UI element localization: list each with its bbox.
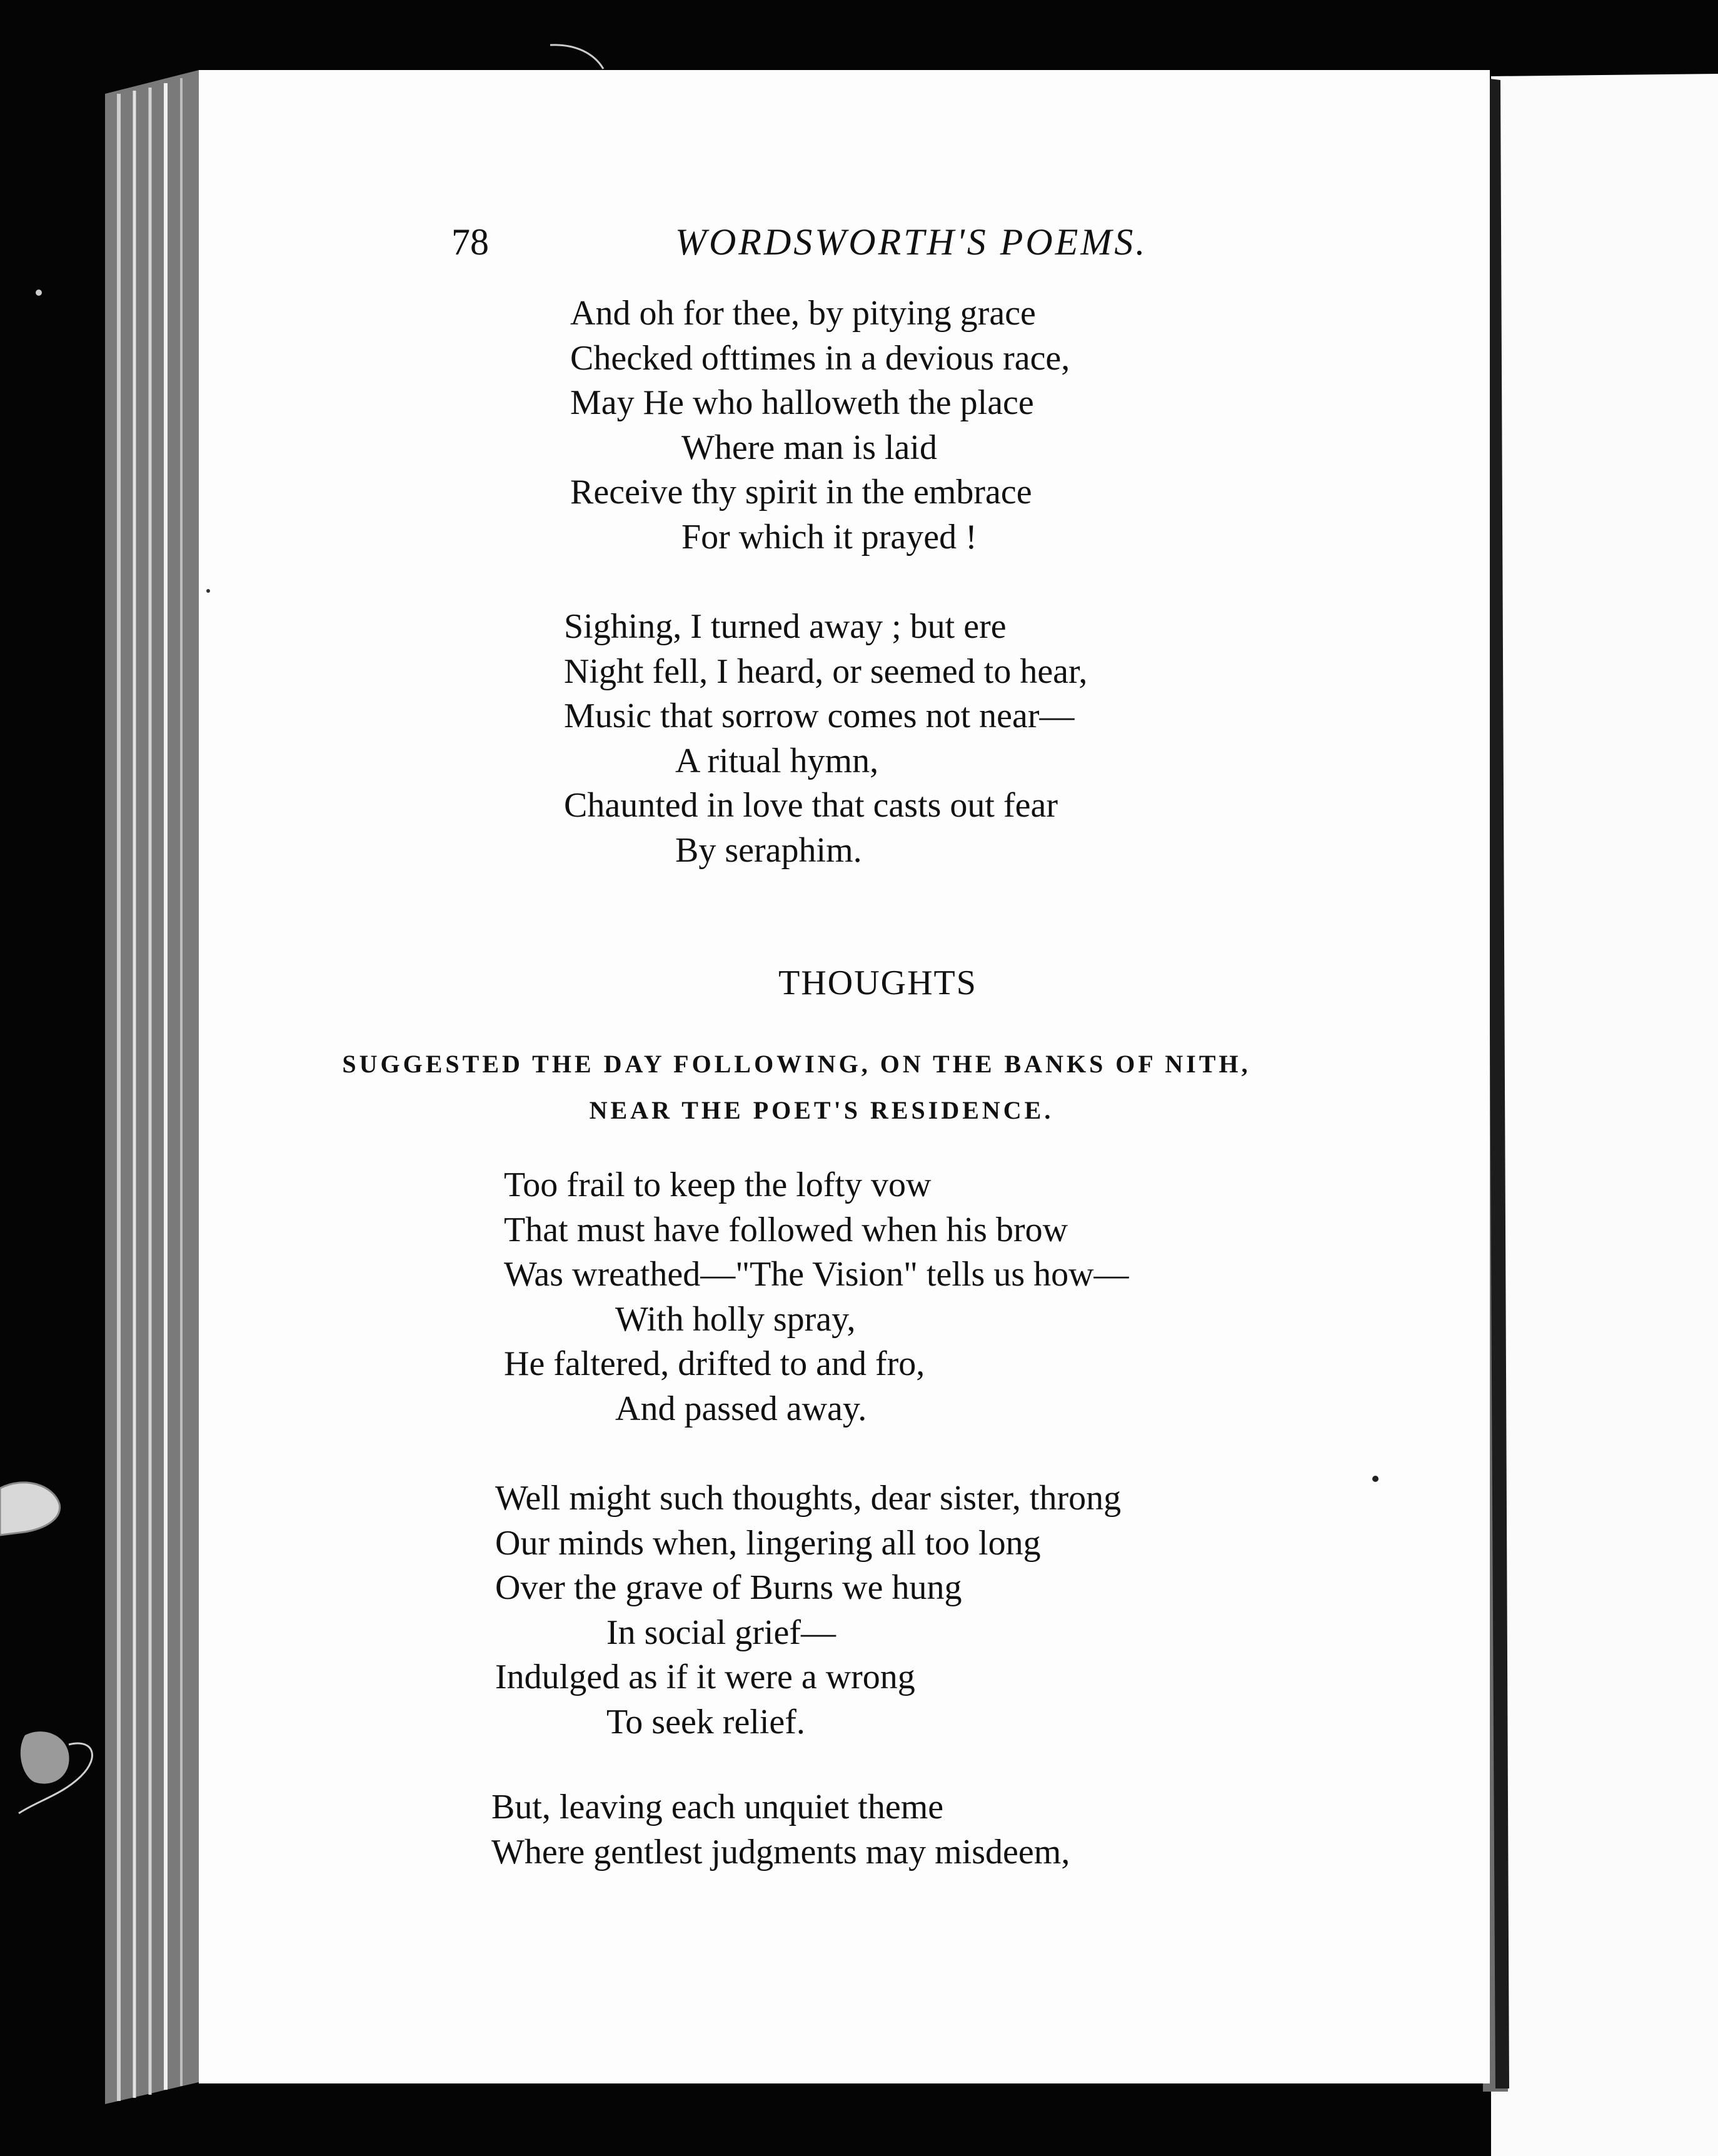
verse-line: Our minds when, lingering all too long — [495, 1523, 1041, 1563]
verse-line: Checked ofttimes in a devious race, — [570, 338, 1070, 378]
verse-line: Night fell, I heard, or seemed to hear, — [564, 652, 1088, 691]
verse-line: For which it prayed ! — [681, 517, 977, 557]
stanza — [570, 291, 1070, 560]
verse-line: Receive thy spirit in the embrace — [570, 473, 1032, 511]
verse-line: May He who halloweth the place — [570, 383, 1034, 422]
verse-line: That must have followed when his brow — [504, 1210, 1068, 1249]
verse-line: By seraphim. — [675, 830, 862, 870]
verse-line: And oh for thee, by pitying grace — [570, 294, 1036, 333]
page-number: 78 — [451, 221, 489, 263]
verse-line: He faltered, drifted to and fro, — [504, 1344, 925, 1383]
verse-line: But, leaving each unquiet theme — [491, 1788, 944, 1826]
verse-line: Over the grave of Burns we hung — [495, 1568, 962, 1607]
poem-subtitle: SUGGESTED THE DAY FOLLOWING, ON THE BANKS OF NITH, — [342, 1050, 1251, 1078]
poem-subtitle: NEAR THE POET'S RESIDENCE. — [589, 1096, 1054, 1124]
stanza — [495, 1476, 1121, 1745]
verse-line: In social grief— — [606, 1613, 836, 1652]
stanza — [491, 1785, 1070, 1875]
verse-line: A ritual hymn, — [675, 741, 879, 780]
verse-line: And passed away. — [615, 1389, 867, 1428]
verse-line: Too frail to keep the lofty vow — [504, 1166, 932, 1204]
verse-line: To seek relief. — [606, 1702, 805, 1741]
verse-line: Indulged as if it were a wrong — [495, 1658, 915, 1696]
running-header: WORDSWORTH'S POEMS. — [675, 221, 1148, 263]
verse-line: Music that sorrow comes not near— — [564, 697, 1075, 735]
verse-line: Chaunted in love that casts out fear — [564, 786, 1058, 825]
stanza — [564, 605, 1087, 873]
verse-line: Well might such thoughts, dear sister, throng — [495, 1479, 1122, 1518]
verse-line: Where man is laid — [681, 428, 937, 467]
verse-line: With holly spray, — [615, 1299, 856, 1339]
stanza — [504, 1163, 1129, 1431]
verse-line: Was wreathed—"The Vision" tells us how— — [504, 1255, 1129, 1294]
verse-line: Sighing, I turned away ; but ere — [564, 607, 1007, 646]
verse-line: Where gentlest judgments may misdeem, — [491, 1832, 1070, 1871]
poem-title: THOUGHTS — [778, 964, 977, 1002]
